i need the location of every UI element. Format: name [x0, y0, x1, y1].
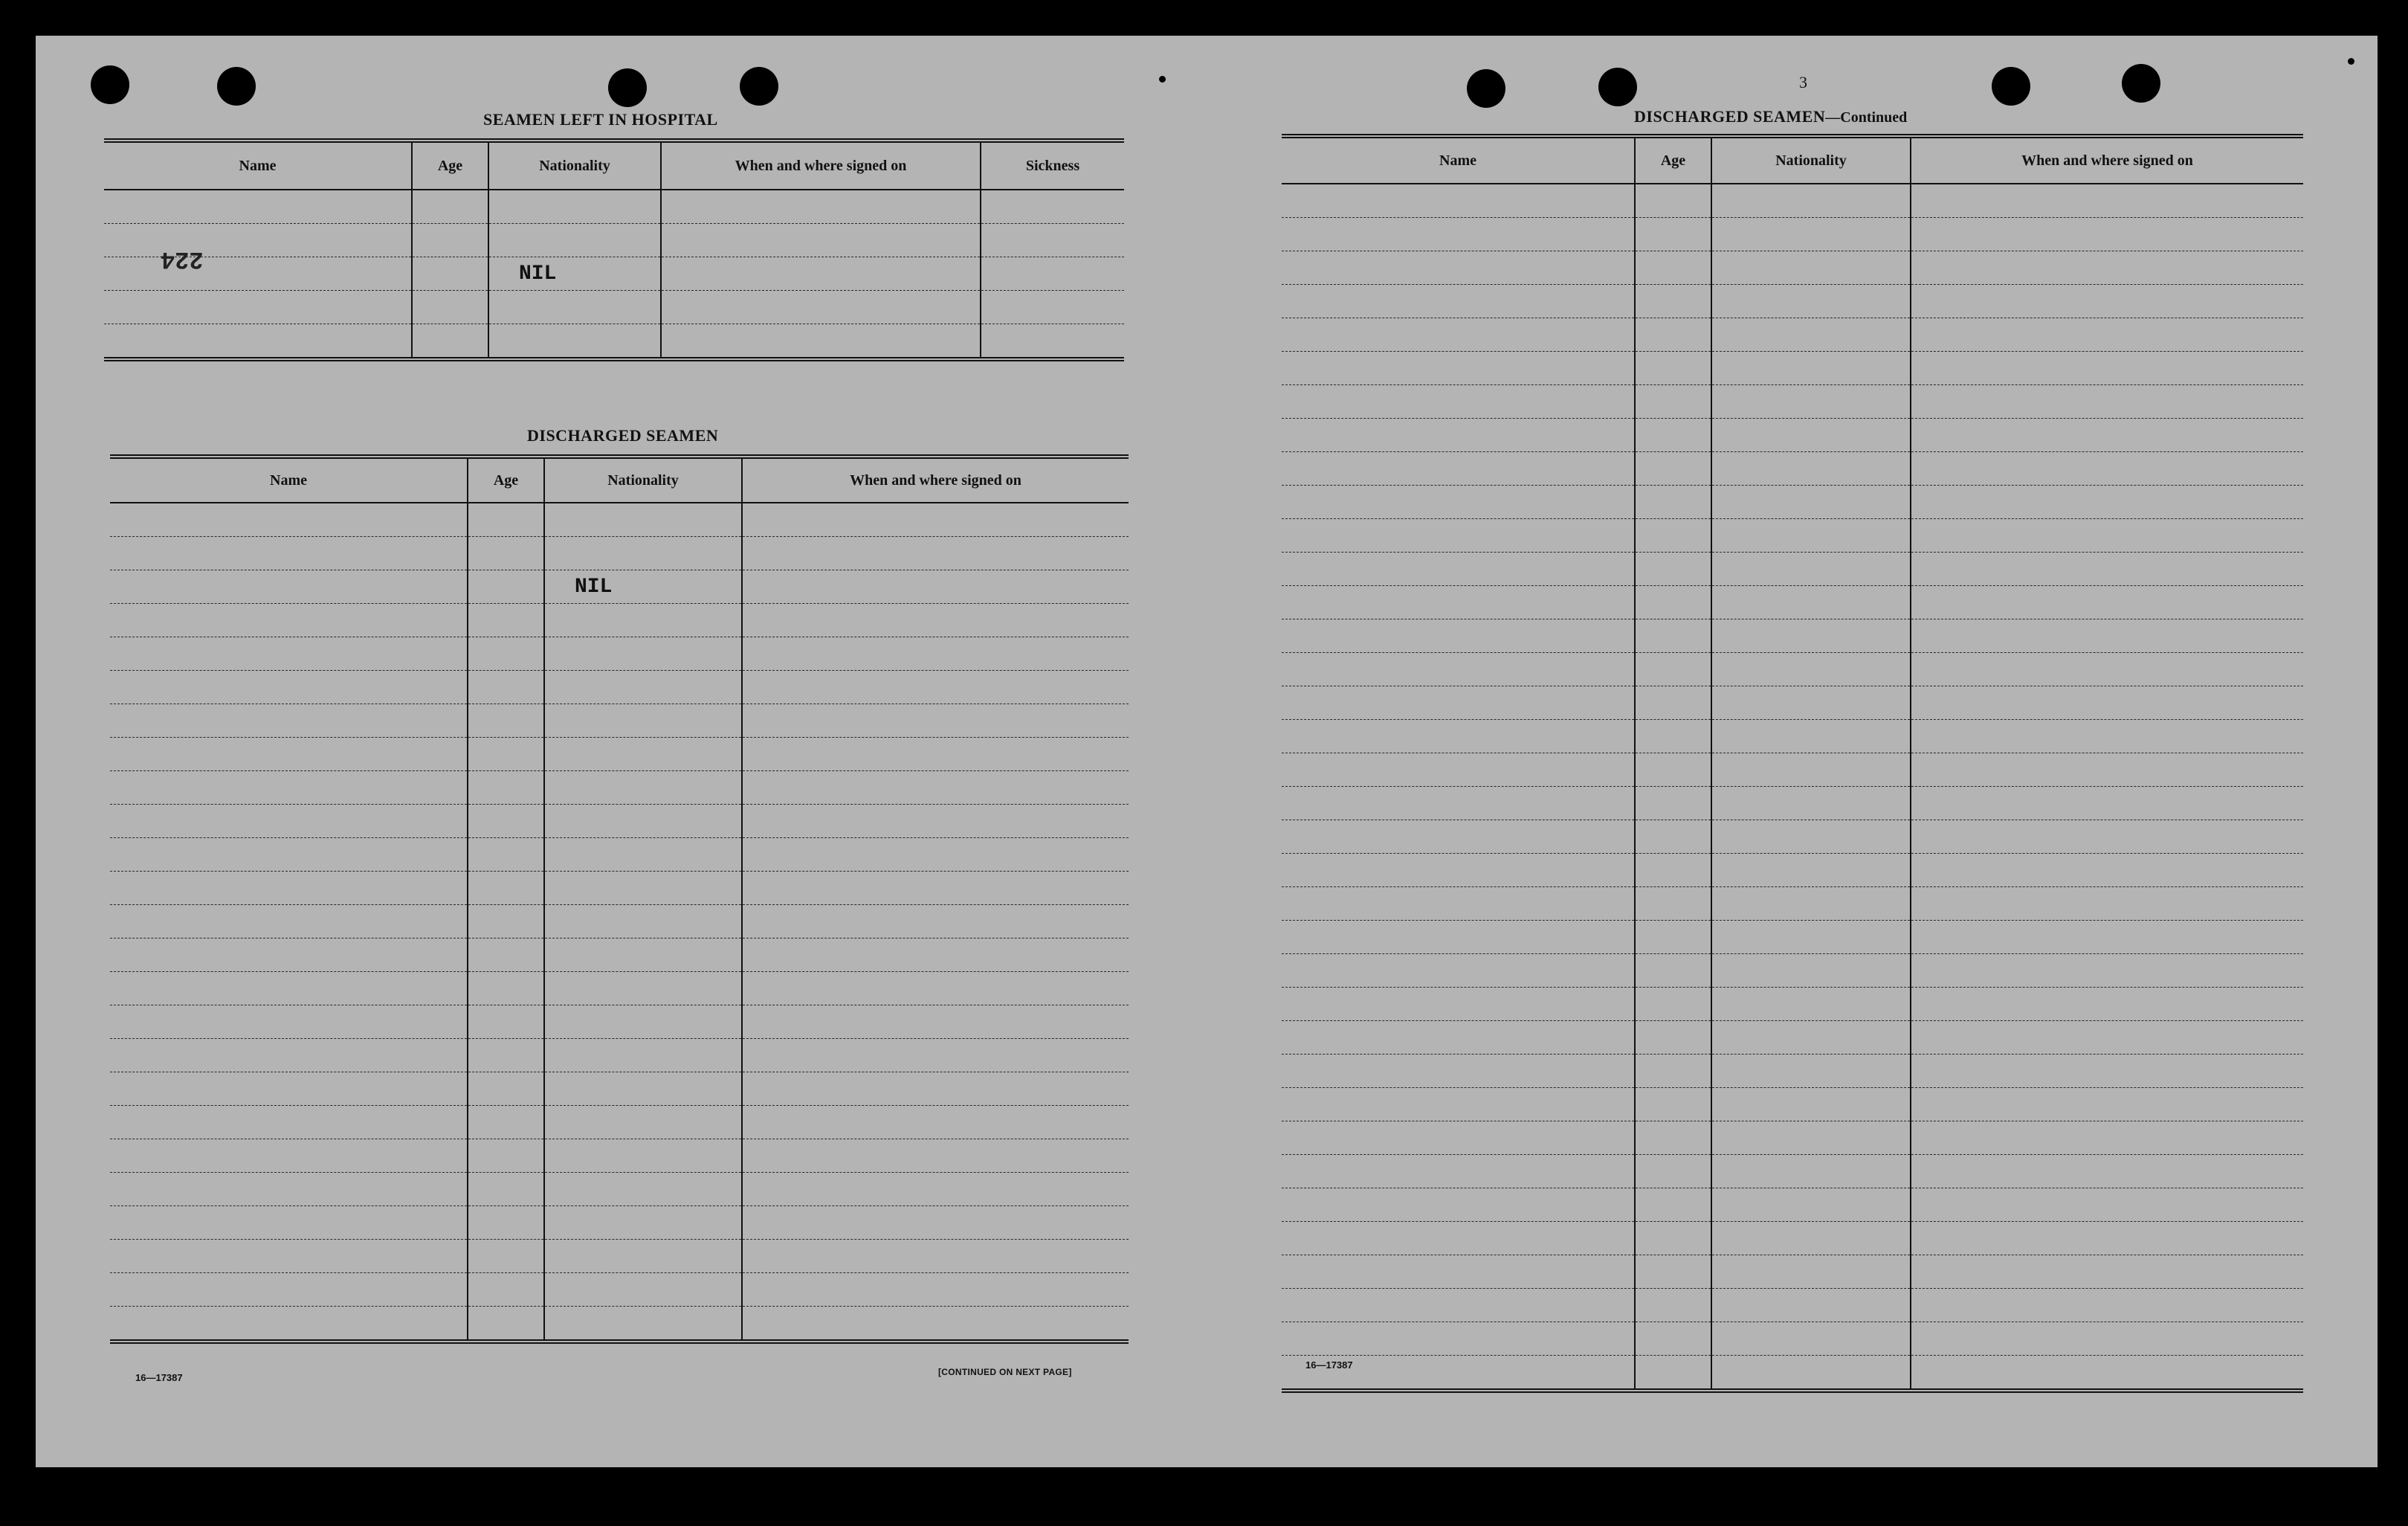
header-age: Age — [468, 457, 544, 503]
table-row — [110, 1273, 1129, 1307]
table-row — [1282, 586, 2303, 619]
header-nationality: Nationality — [488, 141, 661, 190]
table-row — [1282, 686, 2303, 720]
table-row — [110, 939, 1129, 972]
continued-note: [CONTINUED ON NEXT PAGE] — [938, 1367, 1072, 1377]
table-row — [1282, 753, 2303, 787]
table-row — [1282, 921, 2303, 954]
table-row — [1282, 1356, 2303, 1391]
table-row — [1282, 318, 2303, 352]
header-age: Age — [1635, 136, 1711, 184]
table-row — [1282, 820, 2303, 854]
table-row — [1282, 720, 2303, 753]
table-row — [110, 1240, 1129, 1273]
table-row — [110, 738, 1129, 771]
table-row — [110, 905, 1129, 939]
table-row — [110, 1173, 1129, 1206]
table-row — [1282, 854, 2303, 887]
discharged-continued-title — [1634, 107, 1907, 126]
table-row — [1282, 1055, 2303, 1088]
hospital-table — [104, 138, 1124, 361]
table-row — [1282, 218, 2303, 251]
table-row — [1282, 519, 2303, 553]
table-row — [110, 838, 1129, 872]
table-row — [1282, 553, 2303, 586]
header-nationality: Nationality — [544, 457, 742, 503]
table-row — [1282, 653, 2303, 686]
table-row — [1282, 1222, 2303, 1255]
header-name: Name — [1282, 136, 1635, 184]
table-row — [104, 224, 1124, 257]
page-stamp-number: 224 — [161, 245, 204, 273]
header-signed-on: When and where signed on — [1911, 136, 2303, 184]
discharged-continued-table — [1282, 134, 2303, 1393]
table-row — [1282, 486, 2303, 519]
header-signed-on: When and where signed on — [661, 141, 981, 190]
table-row — [110, 872, 1129, 905]
table-row — [1282, 1121, 2303, 1155]
table-row — [104, 190, 1124, 224]
header-nationality: Nationality — [1711, 136, 1911, 184]
table-row — [110, 805, 1129, 838]
table-row — [1282, 1322, 2303, 1356]
discharged-nil-entry: NIL — [575, 575, 613, 599]
table-row — [110, 1039, 1129, 1072]
table-row — [1282, 1088, 2303, 1121]
table-row — [110, 704, 1129, 738]
speck — [2348, 58, 2354, 65]
table-row — [104, 324, 1124, 360]
table-row — [1282, 1021, 2303, 1055]
discharged-table — [110, 454, 1129, 1344]
table-row — [110, 537, 1129, 570]
table-row — [1282, 1188, 2303, 1222]
punch-hole — [2122, 64, 2160, 103]
header-sickness: Sickness — [981, 141, 1124, 190]
punch-hole — [91, 65, 129, 104]
punch-hole — [1598, 68, 1637, 106]
punch-hole — [740, 67, 778, 106]
punch-hole — [1467, 69, 1505, 108]
table-row — [110, 1005, 1129, 1039]
table-row — [110, 503, 1129, 537]
table-row — [1282, 1289, 2303, 1322]
table-row — [1282, 787, 2303, 820]
punch-hole — [1992, 67, 2030, 106]
table-row — [1282, 954, 2303, 988]
discharged-section-title: DISCHARGED SEAMEN — [527, 426, 719, 445]
page-number: 3 — [1799, 73, 1807, 91]
table-row — [1282, 419, 2303, 452]
punch-hole — [608, 68, 647, 107]
table-row — [1282, 385, 2303, 419]
table-row — [110, 1106, 1129, 1139]
table-row — [1282, 352, 2303, 385]
form-number: 16—17387 — [135, 1372, 183, 1383]
table-row — [1282, 1155, 2303, 1188]
header-name: Name — [104, 141, 412, 190]
table-row — [110, 771, 1129, 805]
table-row — [1282, 619, 2303, 653]
table-row — [110, 1139, 1129, 1173]
header-name: Name — [110, 457, 468, 503]
header-signed-on: When and where signed on — [742, 457, 1129, 503]
table-row — [1282, 184, 2303, 218]
table-row — [110, 604, 1129, 637]
speck — [1159, 76, 1166, 83]
header-age: Age — [412, 141, 488, 190]
table-row — [1282, 251, 2303, 285]
table-row — [104, 257, 1124, 291]
speck — [471, 1478, 480, 1492]
punch-hole — [217, 67, 256, 106]
table-row — [1282, 452, 2303, 486]
table-row — [110, 1307, 1129, 1342]
table-row — [110, 671, 1129, 704]
title-continued: —Continued — [1825, 109, 1908, 126]
table-row — [110, 1072, 1129, 1106]
document-sheet — [36, 36, 2378, 1467]
table-row — [1282, 887, 2303, 921]
hospital-nil-entry: NIL — [519, 262, 557, 286]
table-row — [1282, 285, 2303, 318]
table-row — [1282, 988, 2303, 1021]
table-row — [110, 570, 1129, 604]
table-row — [110, 972, 1129, 1005]
form-number: 16—17387 — [1305, 1359, 1353, 1371]
table-row — [104, 291, 1124, 324]
table-row — [110, 1206, 1129, 1240]
table-row — [110, 637, 1129, 671]
hospital-section-title: SEAMEN LEFT IN HOSPITAL — [483, 110, 718, 129]
title-main: DISCHARGED SEAMEN — [1634, 107, 1826, 126]
table-row — [1282, 1255, 2303, 1289]
